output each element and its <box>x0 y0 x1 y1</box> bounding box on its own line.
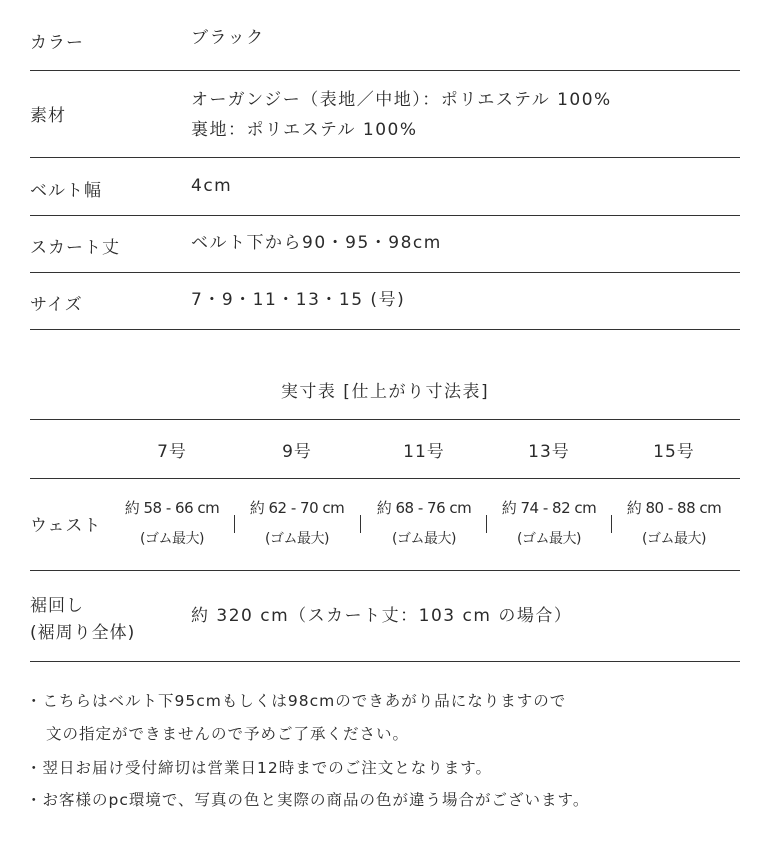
size-header-15: 15号 <box>653 442 695 462</box>
size-header-9: 9号 <box>282 442 312 462</box>
column-separator <box>360 515 361 533</box>
waist-range: 約 74 - 82 cm <box>501 499 597 517</box>
waist-cell-13 <box>487 497 611 548</box>
size-header-7: 7号 <box>157 442 187 462</box>
spec-value-color: ブラック <box>191 28 265 48</box>
spec-value-belt: 4cm <box>191 176 233 196</box>
divider <box>30 661 740 662</box>
waist-range: 約 58 - 66 cm <box>124 499 220 517</box>
spec-value-material-line2: 裏地：ポリエステル 100% <box>191 120 418 140</box>
waist-range: 約 68 - 76 cm <box>376 499 472 517</box>
divider <box>30 419 740 420</box>
waist-note: (ゴム最大) <box>265 531 329 547</box>
note-line-4: ・お客様のpc環境で、写真の色と実際の商品の色が違う場合がございます。 <box>26 791 590 809</box>
waist-note: (ゴム最大) <box>642 531 706 547</box>
divider <box>30 70 740 71</box>
waist-note: (ゴム最大) <box>140 531 204 547</box>
spec-label-skirt: スカート丈 <box>30 238 120 258</box>
note-line-3: ・翌日お届け受付締切は営業日12時までのご注文となります。 <box>26 759 492 777</box>
divider <box>30 272 740 273</box>
spec-label-belt: ベルト幅 <box>30 181 102 201</box>
size-header-13: 13号 <box>528 442 570 462</box>
divider <box>30 570 740 571</box>
hem-label-line2: (裾周り全体) <box>30 623 136 643</box>
size-table-title: 実寸表 [仕上がり寸法表] <box>280 382 490 402</box>
note-line-1: ・こちらはベルト下95cmもしくは98cmのできあがり品になりますので <box>26 692 567 710</box>
note-line-2: 文の指定ができませんので予めご了承ください。 <box>46 725 410 743</box>
hem-value: 約 320 cm（スカート丈：103 cm の場合） <box>191 606 573 626</box>
spec-label-color: カラー <box>30 33 84 53</box>
waist-label: ウェスト <box>30 516 102 536</box>
spec-value-skirt: ベルト下から90・95・98cm <box>191 233 442 253</box>
spec-label-material: 素材 <box>30 106 66 126</box>
waist-cell-7 <box>110 497 234 548</box>
waist-cell-15 <box>612 497 736 548</box>
divider <box>30 478 740 479</box>
waist-cell-11 <box>362 497 486 548</box>
waist-cell-9 <box>235 497 359 548</box>
hem-label <box>30 593 135 647</box>
hem-label-line1: 裾回し <box>30 596 84 616</box>
waist-note: (ゴム最大) <box>392 531 456 547</box>
divider <box>30 215 740 216</box>
spec-label-size: サイズ <box>30 295 83 315</box>
waist-note: (ゴム最大) <box>517 531 581 547</box>
divider <box>30 329 740 330</box>
size-header-11: 11号 <box>403 442 445 462</box>
spec-value-material-line1: オーガンジー（表地／中地）：ポリエステル 100% <box>191 90 612 110</box>
spec-value-size: 7・9・11・13・15 (号) <box>191 290 406 310</box>
waist-range: 約 62 - 70 cm <box>249 499 345 517</box>
divider <box>30 157 740 158</box>
waist-range: 約 80 - 88 cm <box>626 499 722 517</box>
